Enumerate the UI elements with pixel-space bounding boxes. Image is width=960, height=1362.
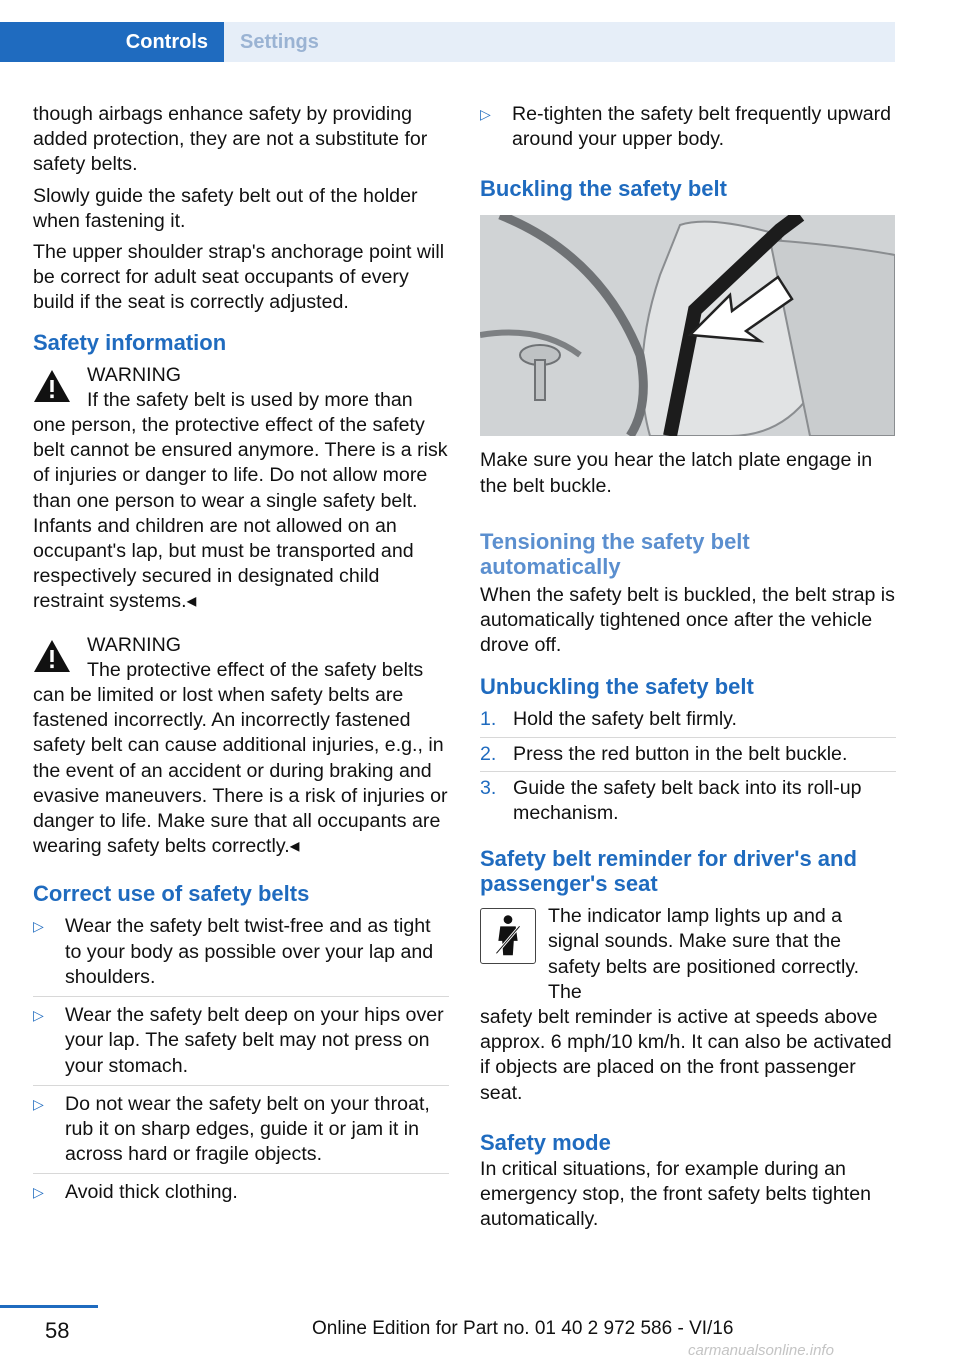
list-item [33, 1180, 449, 1211]
paragraph-anchorage: The upper shoulder strap's anchorage point will be correct for adult seat occupants of every build if the seat is correctly adjusted. [33, 241, 445, 314]
heading-belt-reminder: Safety belt reminder for driver's and passenger's seat [480, 846, 857, 897]
heading-buckling: Buckling the safety belt [480, 176, 727, 202]
heading-safety-information: Safety information [33, 329, 227, 355]
heading-tensioning: Tensioning the safety belt automatically [480, 528, 750, 579]
list-item [33, 914, 449, 997]
seatbelt-indicator-icon [480, 908, 536, 964]
list-item [480, 776, 896, 830]
tab-controls[interactable]: Controls [0, 22, 224, 62]
step-number: 2. [480, 742, 497, 765]
heading-correct-use: Correct use of safety belts [33, 881, 310, 907]
list-item-text: Avoid thick clothing. [65, 1181, 238, 1204]
reminder-lead: The indicator lamp lights up and a signal sounds. Make sure that the safety belts are positioned correctly. The [548, 905, 860, 1003]
footer-accent-line [0, 1305, 98, 1308]
warning-triangle-icon [33, 639, 71, 673]
warning-triangle-icon [33, 369, 71, 403]
list-item [33, 1092, 449, 1175]
triangle-bullet-icon: ▷ [480, 106, 491, 122]
header-bar [0, 22, 895, 62]
warning-title: WARNING [87, 363, 181, 386]
paragraph-tensioning: When the safety belt is buckled, the belt strap is automatically tightened once after the vehicle drove off. [480, 583, 895, 657]
triangle-bullet-icon: ▷ [33, 1184, 44, 1201]
watermark: carmanualsonline.info [688, 1342, 834, 1359]
list-item-text: Re-tighten the safety belt frequently upward around your upper body. [512, 103, 892, 151]
paragraph-safety-mode: In critical situations, for example during an emergency stop, the front safety belts tighten automatically. [480, 1157, 872, 1231]
paragraph-latch: Make sure you hear the latch plate engage in the belt buckle. [480, 449, 873, 497]
triangle-bullet-icon: ▷ [33, 918, 44, 935]
warning-block-1 [33, 363, 449, 615]
list-item-text: Wear the safety belt deep on your hips over your lap. The safety belt may not press on your stomach. [65, 1004, 444, 1077]
warning-title: WARNING [87, 633, 181, 656]
heading-unbuckling: Unbuckling the safety belt [480, 674, 754, 700]
warning-lead: If the safety belt is used by more than [87, 388, 413, 411]
heading-safety-mode: Safety mode [480, 1129, 611, 1155]
step-text: Hold the safety belt firmly. [513, 708, 737, 731]
warning-text: one person, the protective effect of the safety belt cannot be ensured anymore. There is a risk of injuries or danger to life. Do not allow more than one person to wear a single safety belt. Infants and children are not allowed on an occupant's lap, but must be transported and respectively secured in designated child restraint systems.◂ [33, 414, 448, 613]
tab-settings[interactable]: Settings [224, 22, 895, 62]
correct-use-list [33, 914, 449, 1211]
list-item-text: Wear the safety belt twist-free and as tight to your body as possible over your lap and shoulders. [65, 915, 434, 988]
right-column [480, 102, 896, 1238]
left-column [33, 102, 449, 1218]
paragraph-airbags: though airbags enhance safety by providing added protection, they are not a substitute for safety belts. [33, 103, 428, 176]
list-item [480, 102, 896, 158]
warning-lead: The protective effect of the safety belts [87, 658, 424, 681]
reminder-text: safety belt reminder is active at speeds above approx. 6 mph/10 km/h. It can also be activated if objects are placed on the front passenger seat. [480, 1006, 892, 1104]
warning-block-2 [33, 633, 449, 860]
step-number: 3. [480, 776, 497, 799]
step-text: Guide the safety belt back into its roll-up mechanism. [513, 776, 862, 825]
list-item-text: Do not wear the safety belt on your throat, rub it on sharp edges, guide it or jam it in across hard or fragile objects. [65, 1092, 430, 1166]
triangle-bullet-icon: ▷ [33, 1095, 44, 1112]
list-item [480, 707, 896, 737]
step-text: Press the red button in the belt buckle. [513, 742, 848, 765]
belt-reminder-block [480, 904, 896, 1106]
triangle-bullet-icon: ▷ [33, 1007, 44, 1024]
page-number: 58 [45, 1318, 70, 1343]
step-number: 1. [480, 708, 497, 731]
warning-text: can be limited or lost when safety belts are fastened incorrectly. An incorrectly fastened safety belt can cause additional injuries, e.g., in the event of an accident or during braking and evasive maneuvers. There is a risk of injuries or danger to life. Make sure that all occupants are wearing safety belts correctly.◂ [33, 684, 448, 858]
footer-edition: Online Edition for Part no. 01 40 2 972 586 - VI/16 [312, 1318, 734, 1339]
list-item [480, 742, 896, 772]
list-item [33, 1003, 449, 1086]
seat-illustration [480, 215, 895, 436]
unbuckling-steps [480, 707, 896, 830]
buckling-photo [480, 215, 895, 436]
retighten-list [480, 102, 896, 158]
paragraph-guide-belt: Slowly guide the safety belt out of the holder when fastening it. [33, 184, 418, 232]
